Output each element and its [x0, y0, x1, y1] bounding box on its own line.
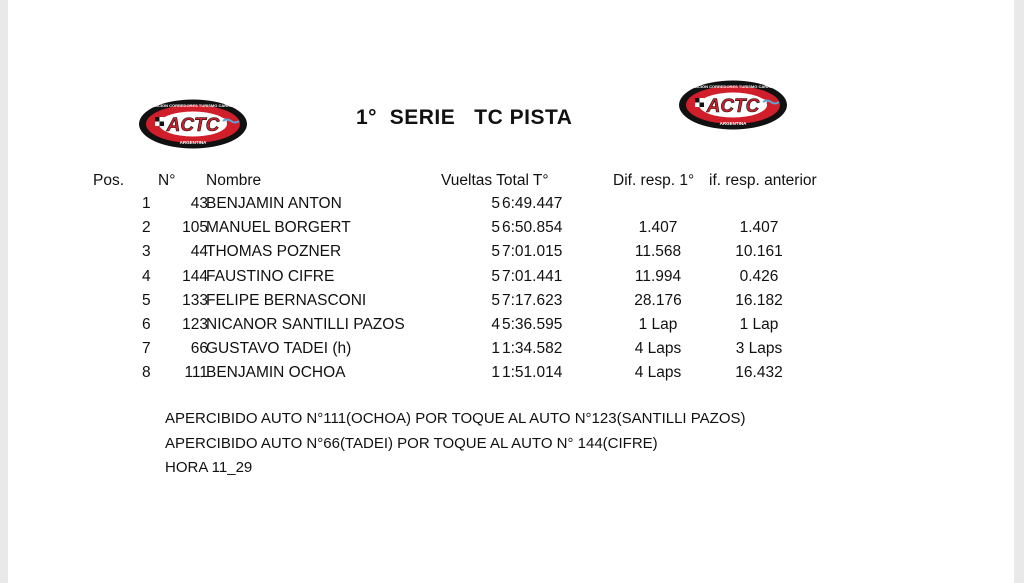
cell-time: 7:01.015: [502, 243, 563, 261]
header-num: N°: [158, 172, 176, 189]
cell-diff-first: 4 Laps: [634, 364, 682, 382]
cell-num: 133: [182, 291, 208, 309]
cell-pos: 3: [142, 243, 151, 261]
cell-name: FELIPE BERNASCONI: [206, 291, 367, 309]
header-pos: Pos.: [93, 172, 125, 189]
cell-diff-first: 4 Laps: [634, 340, 682, 358]
logo-text: ACTC: [706, 96, 760, 117]
header-diff-first: Dif. resp. 1°: [613, 172, 695, 189]
page-title: 1° SERIE TC PISTA: [356, 106, 573, 129]
logo-ring-bottom: ARGENTINA: [179, 140, 207, 145]
cell-time: 6:50.854: [502, 219, 563, 237]
cell-diff-prev: 16.182: [735, 291, 783, 309]
actc-logo-emblem: [677, 79, 789, 131]
cell-name: THOMAS POZNER: [206, 243, 342, 261]
cell-pos: 1: [142, 195, 151, 212]
logo-ring-top: ASOCIACION CORREDORES TURISMO CARRETERA: [142, 103, 244, 108]
cell-pos: 5: [142, 291, 151, 309]
cell-name: GUSTAVO TADEI (h): [206, 340, 352, 358]
cell-diff-prev: 10.161: [735, 243, 783, 261]
cell-laps: 1: [491, 340, 500, 358]
cell-num: 111: [184, 364, 208, 382]
cell-laps: 5: [491, 243, 500, 261]
actc-logo-emblem: [137, 98, 249, 150]
cell-diff-first: 1.407: [638, 219, 678, 237]
time-note: HORA 11_29: [165, 459, 253, 476]
cell-time: 5:36.595: [502, 316, 563, 333]
cell-pos: 8: [142, 364, 151, 382]
cell-laps: 5: [491, 219, 500, 237]
cell-pos: 2: [142, 219, 151, 237]
cell-diff-first: 28.176: [634, 291, 682, 309]
logo-ring-bottom: ARGENTINA: [719, 121, 747, 126]
cell-diff-prev: 0.426: [739, 267, 779, 285]
cell-time: 7:17.623: [502, 291, 563, 309]
cell-diff-first: 1 Lap: [638, 316, 678, 333]
cell-num: 44: [190, 243, 208, 261]
cell-laps: 4: [491, 316, 500, 333]
cell-diff-prev: 16.432: [735, 364, 783, 382]
cell-num: 123: [182, 316, 208, 333]
cell-pos: 4: [142, 267, 151, 285]
cell-diff-prev: 1 Lap: [739, 316, 779, 333]
results-sheet: [8, 0, 1014, 583]
actc-logo-left: [137, 98, 249, 150]
cell-num: 105: [182, 219, 208, 237]
cell-diff-prev: 3 Laps: [735, 340, 783, 358]
cell-num: 66: [190, 340, 208, 358]
cell-name: FAUSTINO CIFRE: [206, 267, 335, 285]
cell-name: BENJAMIN ANTON: [206, 195, 342, 212]
penalty-note-2: APERCIBIDO AUTO N°66(TADEI) POR TOQUE AL AUTO N° 144(CIFRE): [165, 435, 658, 452]
header-diff-prev: if. resp. anterior: [709, 172, 817, 189]
logo-ring-top: ASOCIACION CORREDORES TURISMO CARRETERA: [682, 84, 784, 89]
cell-diff-prev: 1.407: [739, 219, 779, 237]
cell-pos: 7: [142, 340, 151, 358]
logo-text: ACTC: [166, 115, 220, 136]
cell-laps: 1: [491, 364, 500, 382]
cell-time: 6:49.447: [502, 195, 563, 212]
cell-num: 43: [190, 195, 208, 212]
cell-laps: 5: [491, 195, 500, 212]
cell-time: 1:51.014: [502, 364, 563, 382]
cell-diff-first: 11.994: [634, 267, 682, 285]
cell-time: 1:34.582: [502, 340, 563, 358]
cell-name: BENJAMIN OCHOA: [206, 364, 346, 382]
cell-diff-first: 11.568: [634, 243, 682, 261]
header-name: Nombre: [206, 172, 262, 189]
actc-logo-right: [677, 79, 789, 131]
cell-pos: 6: [142, 316, 151, 333]
cell-name: NICANOR SANTILLI PAZOS: [206, 316, 405, 333]
cell-laps: 5: [491, 291, 500, 309]
cell-laps: 5: [491, 267, 500, 285]
cell-num: 144: [182, 267, 208, 285]
cell-time: 7:01.441: [502, 267, 563, 285]
header-laps-total: Vueltas Total T°: [441, 172, 549, 189]
penalty-note-1: APERCIBIDO AUTO N°111(OCHOA) POR TOQUE AL AUTO N°123(SANTILLI PAZOS): [165, 410, 746, 427]
cell-name: MANUEL BORGERT: [206, 219, 351, 237]
